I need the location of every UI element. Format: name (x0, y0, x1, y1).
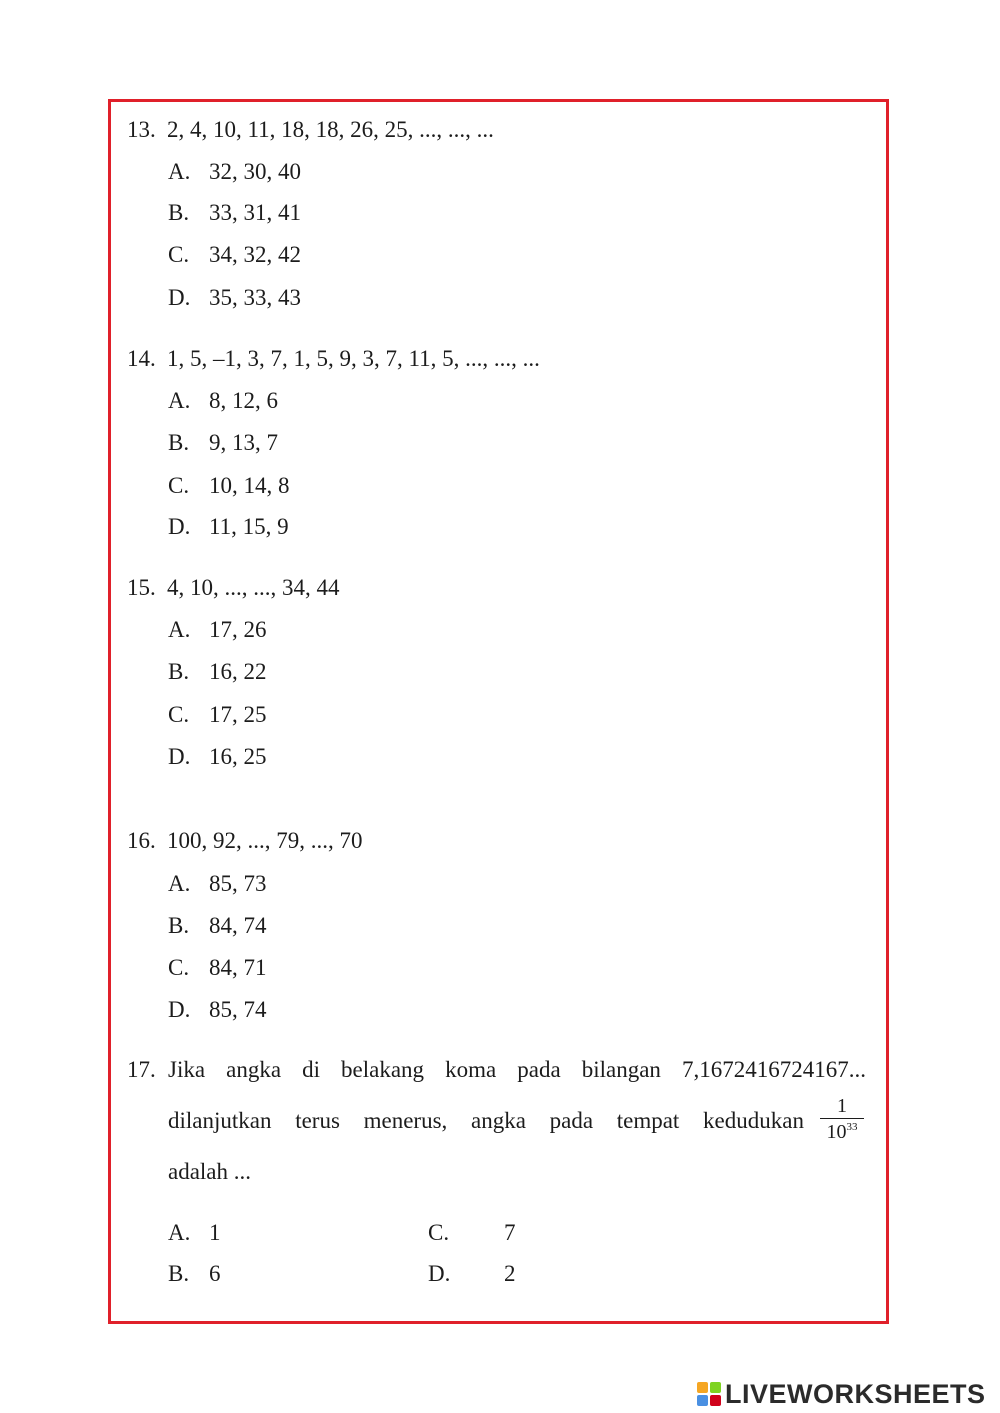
fraction-numerator: 1 (837, 1095, 847, 1117)
q14-option-b-value[interactable]: 9, 13, 7 (209, 430, 278, 455)
q14-option-c-value[interactable]: 10, 14, 8 (209, 473, 290, 498)
q17-option-b-letter: B. (168, 1261, 190, 1286)
q14-option-a-value[interactable]: 8, 12, 6 (209, 388, 278, 413)
q13-option-c-value[interactable]: 34, 32, 42 (209, 242, 301, 267)
q13-option-d-letter: D. (168, 285, 191, 310)
fraction-one-over-ten-power-33 (818, 1096, 866, 1142)
q14-option-c-letter: C. (168, 473, 190, 498)
q17-option-d-value[interactable]: 2 (504, 1261, 516, 1286)
fraction-denominator (818, 1122, 866, 1142)
denominator-exponent: 33 (846, 1121, 858, 1133)
fraction-bar (820, 1118, 864, 1119)
question-16-text: 100, 92, ..., 79, ..., 70 (167, 828, 363, 853)
q16-option-b-letter: B. (168, 913, 190, 938)
question-17-number: 17. (127, 1057, 156, 1082)
question-14-number: 14. (127, 346, 156, 371)
q17-option-b-value[interactable]: 6 (209, 1261, 221, 1286)
question-17-line-3: adalah ... (168, 1159, 252, 1184)
logo-square-1 (697, 1382, 708, 1393)
q17-word: koma (445, 1057, 497, 1082)
question-13-number: 13. (127, 117, 156, 142)
q17-option-a-value[interactable]: 1 (209, 1220, 221, 1245)
q13-option-c-letter: C. (168, 242, 190, 267)
question-17-line-2 (168, 1109, 804, 1132)
question-15-text: 4, 10, ..., ..., 34, 44 (167, 575, 340, 600)
q14-option-d-value[interactable]: 11, 15, 9 (209, 514, 289, 539)
question-17-line-1 (168, 1058, 866, 1081)
question-14-text: 1, 5, –1, 3, 7, 1, 5, 9, 3, 7, 11, 5, ..., ..., ... (167, 346, 540, 371)
q13-option-d-value[interactable]: 35, 33, 43 (209, 285, 301, 310)
q17-word: di (302, 1057, 320, 1082)
q17-word: tempat (616, 1108, 680, 1133)
liveworksheets-logo-text: LIVEWORKSHEETS (725, 1378, 986, 1409)
q17-option-c-value[interactable]: 7 (504, 1220, 516, 1245)
question-13-text: 2, 4, 10, 11, 18, 18, 26, 25, ..., ..., ... (167, 117, 494, 142)
q13-option-a-value[interactable]: 32, 30, 40 (209, 159, 301, 184)
q17-word: Jika (168, 1057, 206, 1082)
q15-option-b-value[interactable]: 16, 22 (209, 659, 267, 684)
q16-option-a-letter: A. (168, 871, 191, 896)
q13-option-b-value[interactable]: 33, 31, 41 (209, 200, 301, 225)
q17-word: dilanjutkan (168, 1108, 272, 1133)
q16-option-c-value[interactable]: 84, 71 (209, 955, 267, 980)
q17-word: angka (470, 1108, 526, 1133)
q13-option-a-letter: A. (168, 159, 191, 184)
liveworksheets-logo (697, 1379, 986, 1409)
q14-option-d-letter: D. (168, 514, 191, 539)
q17-word: pada (549, 1108, 594, 1133)
q17-word: 7,1672416724167... (681, 1057, 866, 1082)
q14-option-a-letter: A. (168, 388, 191, 413)
q13-option-b-letter: B. (168, 200, 190, 225)
q17-option-c-letter: C. (428, 1220, 450, 1245)
q16-option-d-letter: D. (168, 997, 191, 1022)
q16-option-c-letter: C. (168, 955, 190, 980)
q17-word: pada (517, 1057, 561, 1082)
q17-option-a-letter: A. (168, 1220, 191, 1245)
q15-option-b-letter: B. (168, 659, 190, 684)
q17-word: angka (226, 1057, 282, 1082)
q17-word: bilangan (581, 1057, 661, 1082)
liveworksheets-logo-icon (697, 1382, 721, 1406)
logo-square-3 (697, 1395, 708, 1406)
q16-option-b-value[interactable]: 84, 74 (209, 913, 267, 938)
q16-option-d-value[interactable]: 85, 74 (209, 997, 267, 1022)
q15-option-a-letter: A. (168, 617, 191, 642)
denominator-base: 10 (826, 1121, 847, 1143)
q15-option-a-value[interactable]: 17, 26 (209, 617, 267, 642)
q15-option-c-value[interactable]: 17, 25 (209, 702, 267, 727)
q17-word: kedudukan (703, 1108, 804, 1133)
q16-option-a-value[interactable]: 85, 73 (209, 871, 267, 896)
q14-option-b-letter: B. (168, 430, 190, 455)
q17-word: belakang (341, 1057, 425, 1082)
q15-option-d-letter: D. (168, 744, 191, 769)
q15-option-d-value[interactable]: 16, 25 (209, 744, 267, 769)
question-15-number: 15. (127, 575, 156, 600)
q17-word: menerus, (363, 1108, 448, 1133)
q17-word: terus (295, 1108, 340, 1133)
question-16-number: 16. (127, 828, 156, 853)
logo-square-4 (710, 1395, 721, 1406)
q15-option-c-letter: C. (168, 702, 190, 727)
q17-option-d-letter: D. (428, 1261, 451, 1286)
logo-square-2 (710, 1382, 721, 1393)
